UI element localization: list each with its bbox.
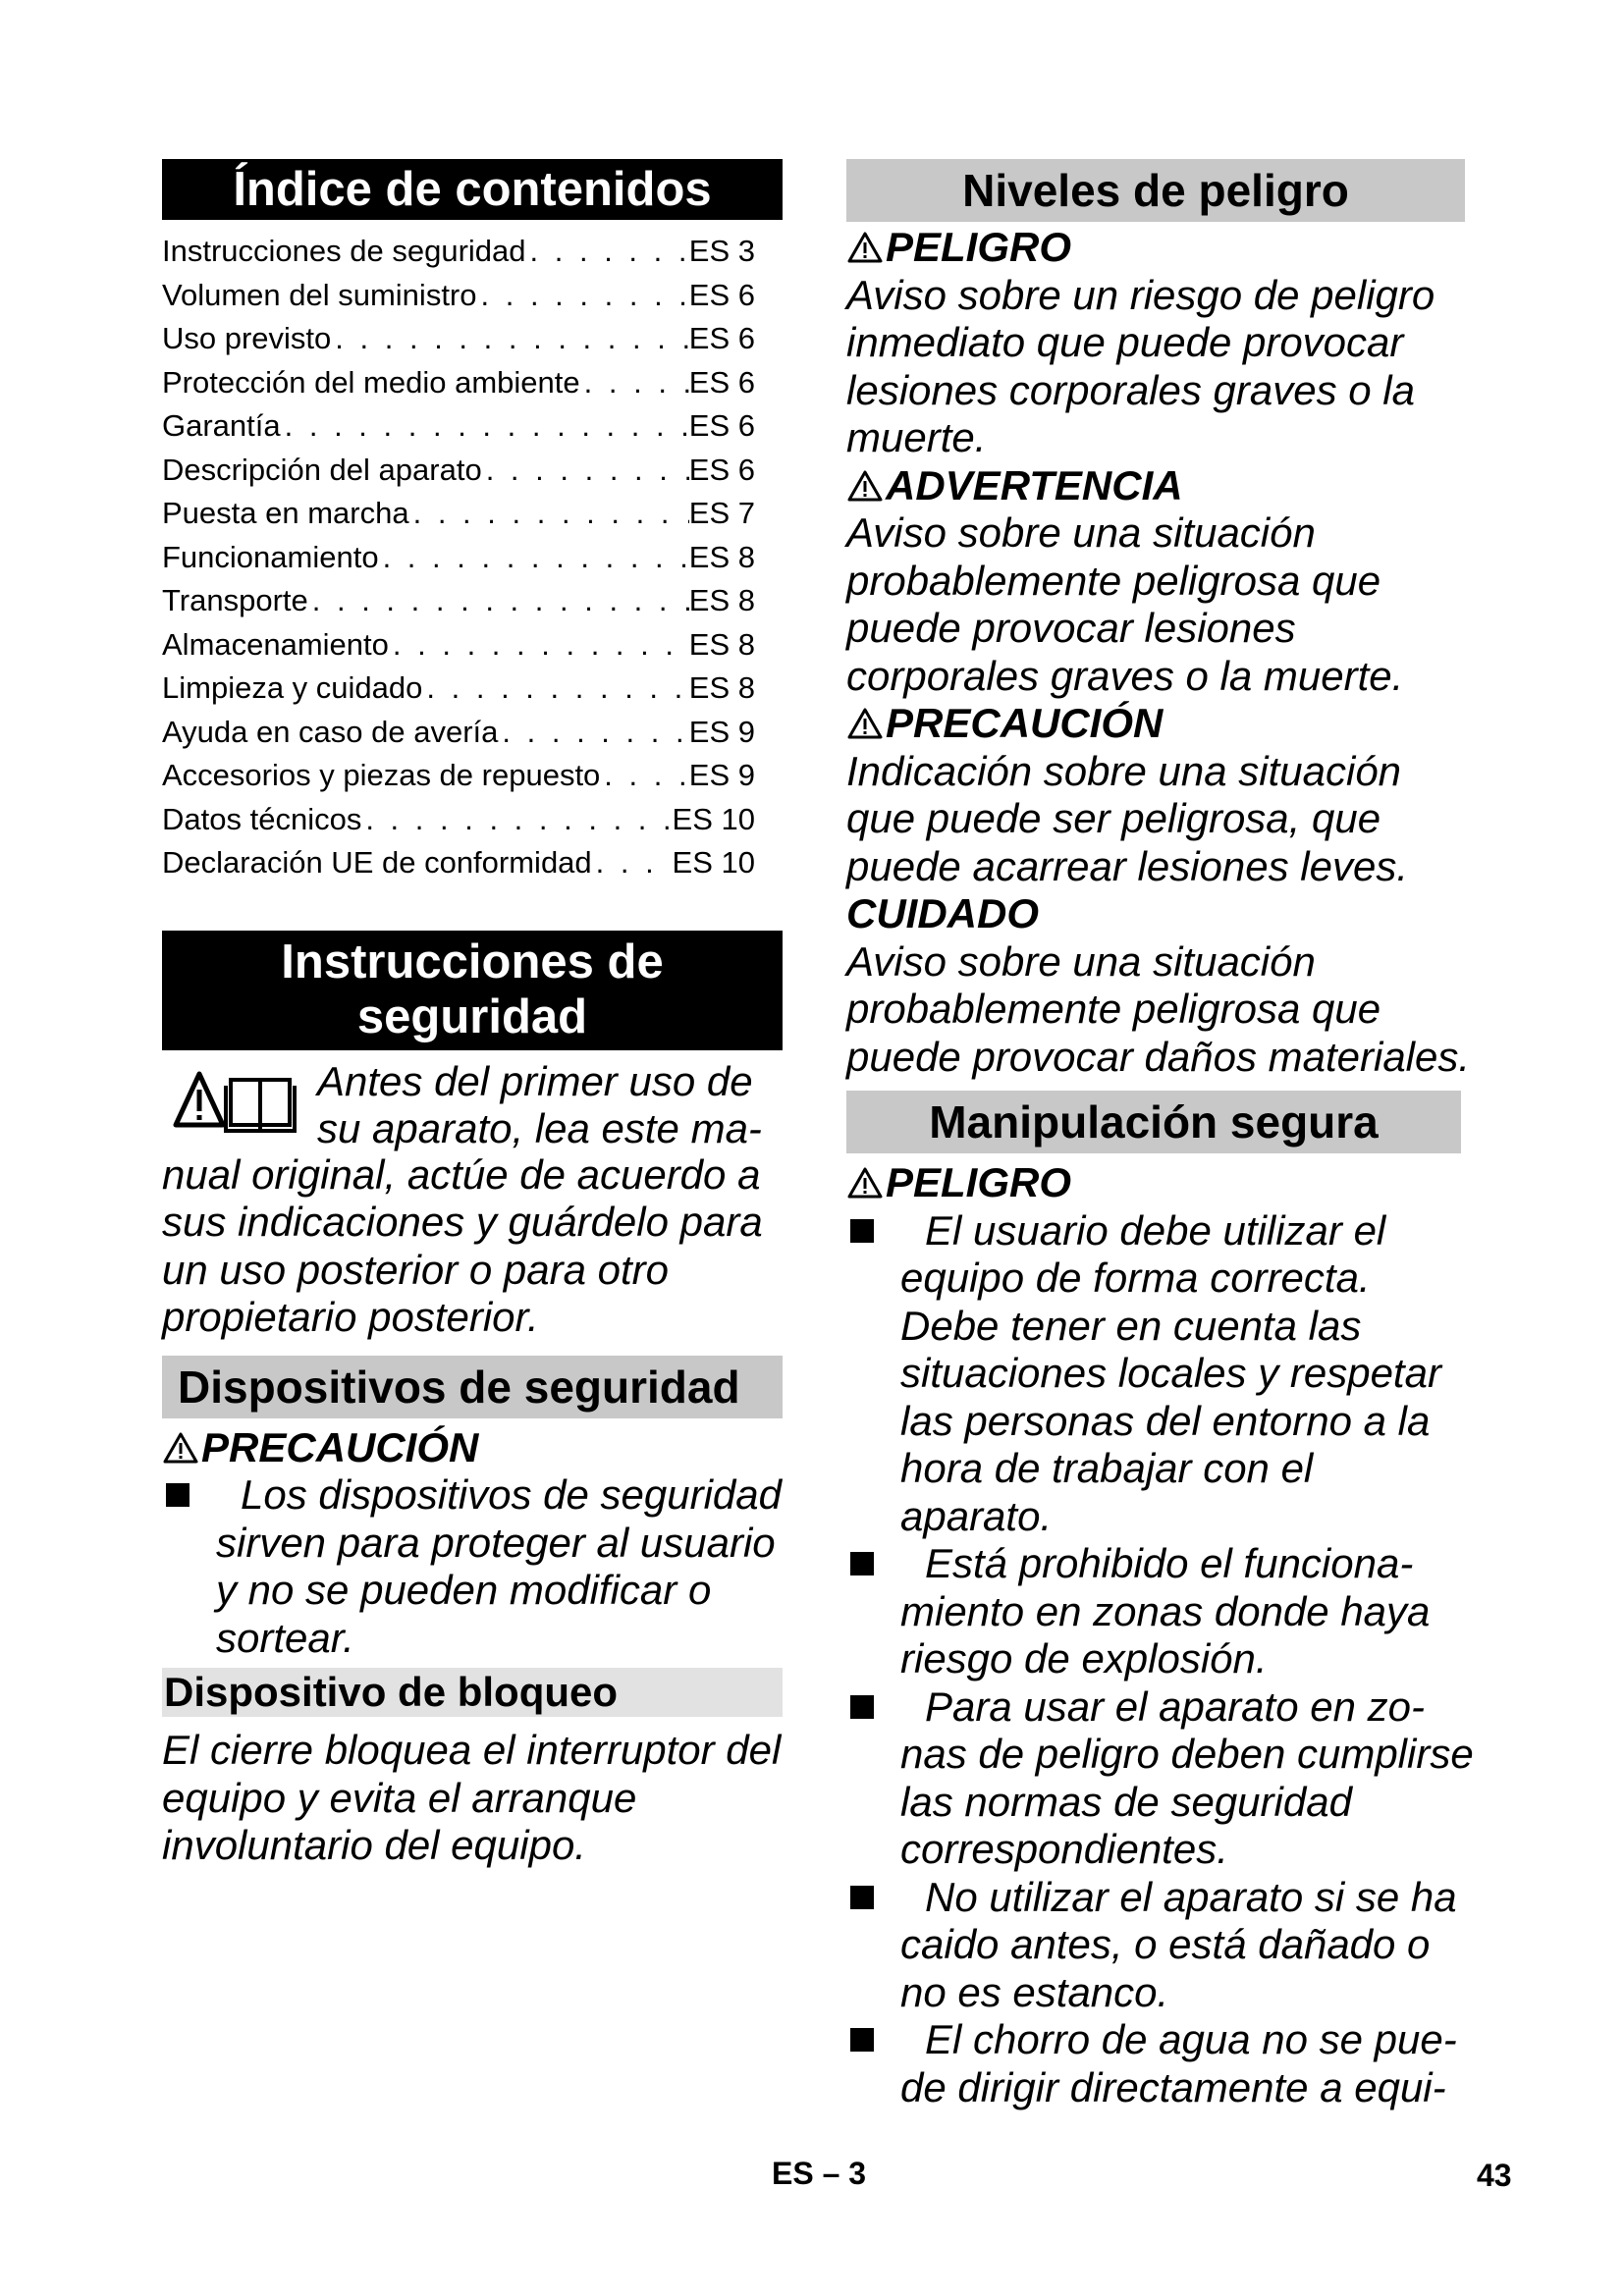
toc-entry	[162, 711, 783, 755]
warning-triangle-icon	[846, 1166, 884, 1200]
footer-section: ES – 3	[772, 2156, 867, 2191]
handling-bullet	[846, 1874, 1475, 2017]
hazard-level-name: CUIDADO	[846, 890, 1039, 936]
toc-entry-label: Transporte	[162, 583, 308, 617]
hazard-level-title	[846, 462, 1475, 510]
toc-entry-label: Datos técnicos	[162, 801, 362, 836]
levels-list	[846, 224, 1475, 1081]
devices-bullet-rest: sirven para proteger al usuario y no se pueden modificar o sortear.	[216, 1519, 776, 1661]
safety-intro-rest: nual original, actúe de acuerdo a sus indicaciones y guárdelo para un uso posterior o para otro propietario posterior.	[162, 1150, 763, 1340]
devices-level-label: PRECAUCIÓN	[201, 1423, 479, 1470]
toc-entry-page: ES 10	[672, 801, 755, 836]
toc-entry-label: Instrucciones de seguridad	[162, 234, 526, 268]
handling-bullet-rest: equipo de forma correcta. Debe tener en cuenta las situaciones locales y respetar las personas del entorno a la hora de trabajar con el aparato.	[900, 1255, 1441, 1539]
toc-list	[162, 230, 783, 885]
toc-leader-dots	[600, 754, 688, 798]
handling-title: Manipulación segura	[846, 1091, 1461, 1153]
warning-triangle-icon	[162, 1431, 199, 1465]
toc-entry-page: ES 8	[688, 626, 755, 662]
toc-entry	[162, 274, 783, 318]
hazard-level-name: PRECAUCIÓN	[886, 700, 1164, 746]
toc-entry-page: ES 6	[688, 364, 755, 400]
toc-leader-dots	[308, 579, 689, 623]
toc-entry-label: Protección del medio ambiente	[162, 364, 580, 400]
toc-entry-label: Descripción del aparato	[162, 452, 482, 487]
toc-entry-label: Garantía	[162, 408, 281, 443]
hazard-level-description: Aviso sobre una situación probablemente peligrosa que puede provocar daños materiales.	[846, 937, 1471, 1080]
toc-entry-label: Volumen del suministro	[162, 277, 477, 312]
devices-bullet	[162, 1471, 783, 1662]
bullet-square-icon	[846, 1874, 900, 2017]
lock-title: Dispositivo de bloqueo	[162, 1668, 783, 1717]
toc-entry	[162, 492, 783, 536]
toc-entry-label: Uso previsto	[162, 321, 332, 355]
toc-leader-dots	[580, 361, 689, 405]
toc-entry-page: ES 8	[688, 670, 755, 705]
toc-entry-label: Puesta en marcha	[162, 496, 409, 530]
toc-entry	[162, 536, 783, 580]
handling-bullet-first: Para usar el aparato en zo-	[925, 1682, 1425, 1730]
hazard-level-description: Aviso sobre una situación probablemente peligrosa que puede provocar lesiones corporales graves o la muerte.	[846, 509, 1404, 699]
toc-entry-page: ES 6	[688, 321, 755, 355]
toc-entry	[162, 579, 783, 623]
handling-level	[846, 1159, 1475, 1207]
toc-entry	[162, 841, 783, 885]
handling-bullet-rest: de dirigir directamente a equi-	[900, 2063, 1446, 2110]
toc-entry	[162, 361, 783, 405]
handling-bullet-first: El usuario debe utilizar el	[925, 1206, 1386, 1254]
handling-bullet	[846, 2016, 1475, 2111]
toc-leader-dots	[361, 798, 672, 842]
toc-entry-page: ES 9	[688, 714, 755, 749]
toc-leader-dots	[592, 841, 673, 885]
toc-entry-label: Almacenamiento	[162, 626, 389, 662]
toc-entry-page: ES 8	[688, 539, 755, 574]
toc-entry-page: ES 7	[688, 496, 755, 530]
bullet-square-icon	[846, 1207, 900, 1541]
devices-bullet-first: Los dispositivos de seguridad	[241, 1471, 783, 1518]
handling-level-label: PELIGRO	[886, 1159, 1072, 1205]
bullet-square-icon	[846, 2016, 900, 2111]
safety-section-title	[162, 931, 783, 1050]
handling-list	[846, 1207, 1475, 2112]
safety-title-line1: Instrucciones de	[281, 934, 664, 988]
toc-leader-dots	[477, 274, 689, 318]
toc-entry-page: ES 6	[688, 408, 755, 443]
handling-bullet	[846, 1540, 1475, 1683]
safety-intro-line1: Antes del primer uso de	[317, 1057, 753, 1104]
toc-leader-dots	[526, 230, 689, 274]
hazard-level-name: PELIGRO	[886, 224, 1072, 270]
toc-entry-page: ES 9	[688, 758, 755, 792]
toc-leader-dots	[331, 317, 688, 361]
hazard-level-description: Indicación sobre una situación que puede ser peligrosa, que puede acarrear lesiones leves.	[846, 747, 1409, 889]
toc-entry	[162, 667, 783, 711]
toc-entry-page: ES 3	[688, 234, 755, 268]
warning-triangle-icon	[846, 707, 884, 740]
toc-entry	[162, 317, 783, 361]
toc-entry-label: Accesorios y piezas de repuesto	[162, 758, 601, 792]
handling-bullet-rest: nas de peligro deben cumplirse las normas de seguridad correspondientes.	[900, 1731, 1474, 1872]
toc-entry	[162, 623, 783, 667]
handling-bullet	[846, 1207, 1475, 1541]
toc-leader-dots	[389, 623, 689, 667]
toc-leader-dots	[281, 404, 689, 449]
left-column	[162, 159, 783, 1870]
toc-entry-page: ES 6	[688, 452, 755, 487]
devices-title: Dispositivos de seguridad	[162, 1356, 783, 1418]
right-column	[846, 159, 1475, 2111]
toc-leader-dots	[409, 492, 689, 536]
hazard-level-title	[846, 700, 1475, 748]
devices-level	[162, 1424, 783, 1472]
handling-bullet-rest: miento en zonas donde haya riesgo de explosión.	[900, 1587, 1431, 1682]
bullet-square-icon	[846, 1540, 900, 1683]
handling-bullet	[846, 1683, 1475, 1874]
toc-leader-dots	[498, 711, 688, 755]
safety-intro	[162, 1058, 783, 1342]
toc-entry-label: Declaración UE de conformidad	[162, 845, 592, 880]
toc-entry-page: ES 6	[688, 277, 755, 312]
toc-entry	[162, 449, 783, 493]
warning-triangle-icon	[846, 231, 884, 264]
toc-entry	[162, 754, 783, 798]
hazard-level-description: Aviso sobre un riesgo de peligro inmediato que puede provocar lesiones corporales graves o la muerte.	[846, 271, 1435, 460]
bullet-square-icon	[162, 1471, 216, 1662]
toc-entry	[162, 404, 783, 449]
toc-entry-label: Funcionamiento	[162, 539, 379, 574]
bullet-square-icon	[846, 1683, 900, 1874]
toc-entry	[162, 230, 783, 274]
hazard-level-title	[846, 890, 1475, 938]
toc-entry	[162, 798, 783, 842]
handling-bullet-first: Está prohibido el funciona-	[925, 1540, 1414, 1586]
handling-bullet-rest: caido antes, o está dañado o no es estanco.	[900, 1921, 1431, 2015]
hazard-level-name: ADVERTENCIA	[886, 461, 1183, 508]
toc-entry-page: ES 8	[688, 583, 755, 617]
toc-entry-label: Ayuda en caso de avería	[162, 714, 499, 749]
footer-page-number: 43	[1477, 2158, 1512, 2193]
handling-bullet-first: El chorro de agua no se pue-	[925, 2016, 1457, 2062]
safety-intro-line2: su aparato, lea este ma-	[317, 1105, 762, 1151]
toc-title: Índice de contenidos	[162, 159, 783, 220]
lock-text: El cierre bloquea el interruptor del equipo y evita el arranque involuntario del equipo.	[162, 1727, 782, 1868]
toc-entry-page: ES 10	[672, 845, 755, 880]
levels-title: Niveles de peligro	[846, 159, 1465, 222]
warning-triangle-icon	[846, 469, 884, 503]
handling-bullet-first: No utilizar el aparato si se ha	[925, 1873, 1457, 1920]
toc-leader-dots	[422, 667, 688, 711]
warning-manual-icon	[162, 1058, 317, 1137]
toc-leader-dots	[379, 536, 689, 580]
hazard-level-title	[846, 224, 1475, 272]
safety-title-line2: seguridad	[356, 989, 588, 1043]
toc-leader-dots	[482, 449, 689, 493]
toc-entry-label: Limpieza y cuidado	[162, 670, 423, 705]
